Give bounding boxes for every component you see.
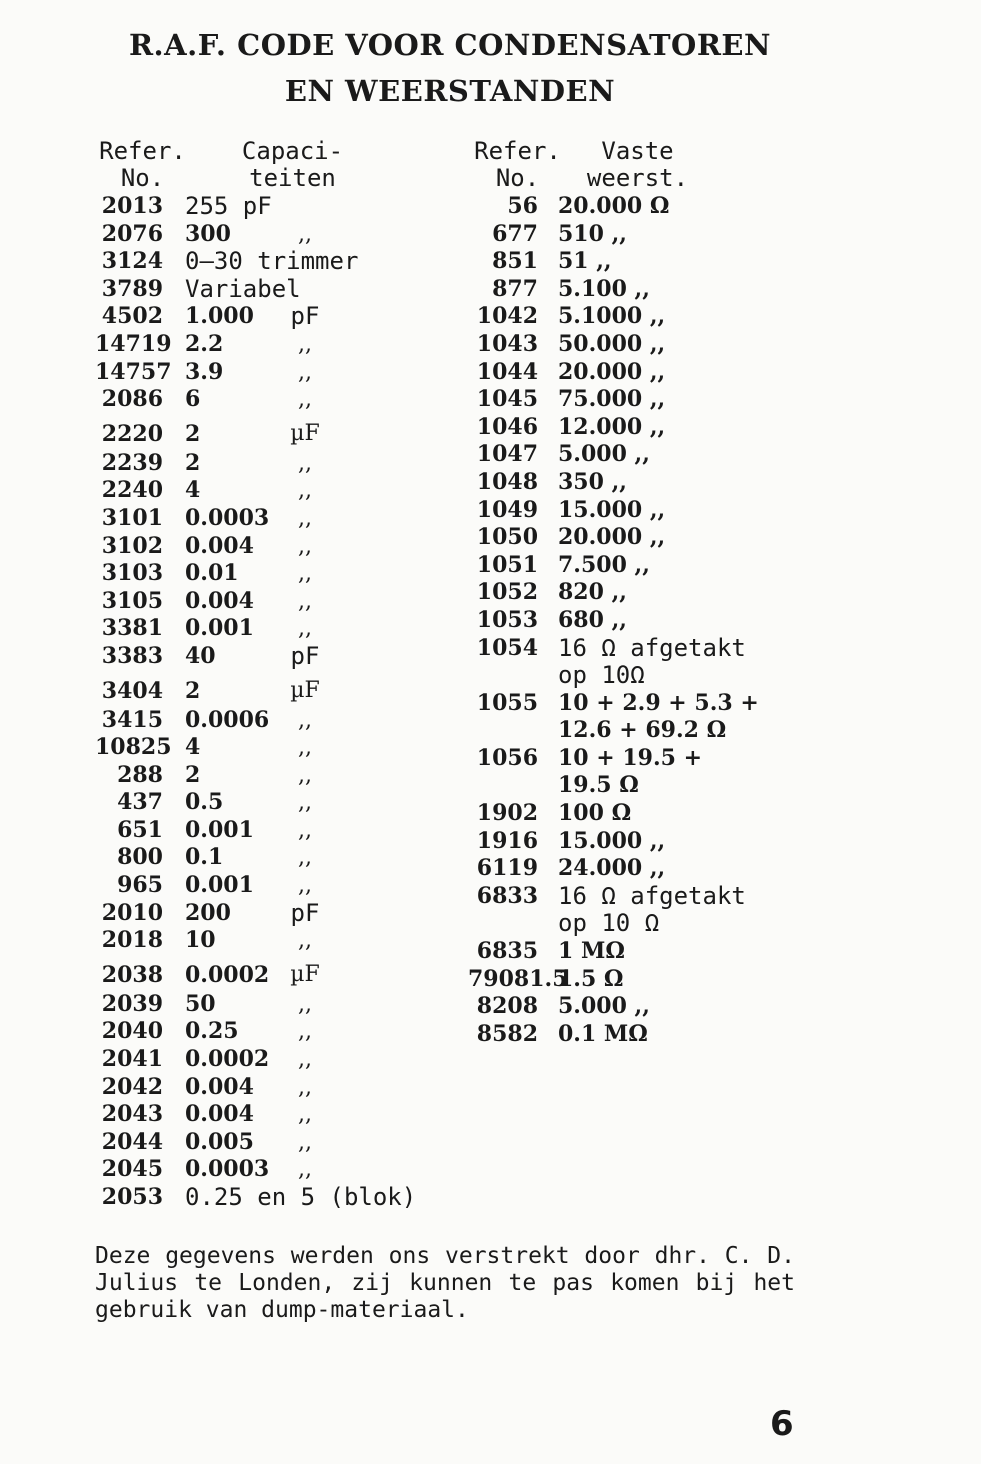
capacity-value: 300 — [185, 220, 231, 247]
table-row — [95, 588, 435, 616]
capacity-value: 0.004 — [185, 587, 254, 614]
ref-number: 1049 — [476, 496, 538, 523]
table-row — [468, 910, 808, 938]
table-row — [468, 441, 808, 469]
capacity-value: 200 — [185, 899, 231, 926]
ref-number: 8208 — [476, 993, 538, 1020]
capacity-unit: ,, — [298, 387, 312, 413]
ref-number: 2039 — [101, 990, 163, 1017]
table-row — [95, 671, 435, 707]
capacity-value: 0.25 — [185, 1018, 239, 1045]
table-row — [95, 1018, 435, 1046]
ref-number: 2042 — [101, 1073, 163, 1100]
left-header-capacity-line1: Capaci- — [241, 137, 344, 165]
table-row — [95, 331, 435, 359]
table-row — [468, 938, 808, 966]
left-table — [95, 193, 435, 1212]
ref-number: 1051 — [476, 551, 538, 578]
capacity-value: 4 — [185, 734, 201, 761]
right-header-resistance-line1: Vaste — [601, 137, 674, 165]
left-header-capacity-line2: teiten — [249, 164, 336, 192]
ref-number: 2239 — [101, 449, 163, 476]
table-row — [95, 927, 435, 955]
title-line-2: EN WEERSTANDEN — [284, 74, 616, 108]
capacity-value: 2 — [185, 677, 201, 704]
table-row — [468, 193, 808, 221]
right-header-ref-line2: No. — [495, 164, 540, 192]
table-row — [468, 635, 808, 663]
capacity-unit: ,, — [298, 845, 312, 871]
capacity-value: 2 — [185, 449, 201, 476]
ref-number: 6119 — [476, 855, 538, 882]
ref-number: 2240 — [101, 477, 163, 504]
resistance-value: 19.5 Ω — [558, 772, 639, 799]
ref-number: 800 — [117, 844, 163, 871]
resistance-value: 350 ,, — [558, 468, 627, 495]
ref-number: 56 — [507, 193, 538, 219]
table-row — [468, 800, 808, 828]
table-row — [95, 1074, 435, 1102]
table-row — [95, 505, 435, 533]
table-row — [95, 359, 435, 387]
table-row — [468, 745, 808, 773]
capacity-value: 0.004 — [185, 1101, 254, 1128]
resistance-value: 15.000 ,, — [558, 496, 666, 523]
ref-number: 3381 — [101, 615, 163, 642]
table-row — [468, 883, 808, 911]
right-header-ref-line1: Refer. — [474, 137, 561, 165]
capacity-unit: pF — [290, 302, 320, 331]
ref-number: 288 — [117, 761, 163, 788]
capacity-value: 0.5 — [185, 789, 224, 816]
ref-number: 10825 — [95, 734, 172, 761]
ref-number: 2038 — [101, 961, 163, 988]
ref-number: 1045 — [476, 386, 538, 413]
ref-number: 1044 — [476, 358, 538, 385]
ref-number: 1055 — [476, 689, 538, 716]
capacity-unit: ,, — [298, 1019, 312, 1045]
resistance-value: 5.100 ,, — [558, 275, 650, 302]
ref-number — [468, 910, 538, 938]
resistance-value: 10 + 19.5 + — [558, 744, 703, 771]
table-row — [95, 248, 435, 276]
ref-number: 1047 — [476, 441, 538, 468]
table-row — [468, 248, 808, 276]
ref-number: 6835 — [476, 938, 538, 965]
table-row — [468, 772, 808, 800]
capacity-unit: ,, — [298, 790, 312, 816]
capacity-value: 0.0003 — [185, 504, 270, 531]
table-row — [95, 900, 435, 928]
ref-number: 877 — [492, 275, 538, 302]
left-header-ref-line1: Refer. — [99, 137, 186, 165]
ref-number: 2045 — [101, 1156, 163, 1183]
ref-number: 1050 — [476, 524, 538, 551]
capacity-unit: ,, — [298, 1129, 312, 1155]
table-row — [468, 855, 808, 883]
resistance-value: 510 ,, — [558, 220, 627, 247]
ref-number: 1054 — [476, 634, 538, 661]
table-row — [95, 844, 435, 872]
resistance-value: 5.1000 ,, — [558, 303, 666, 330]
capacity-value: Variabel — [185, 274, 301, 303]
capacity-unit: ,, — [298, 588, 312, 614]
ref-number: 2053 — [101, 1184, 163, 1210]
left-header-ref-line2: No. — [120, 164, 165, 192]
capacity-value: 2.2 — [185, 330, 224, 357]
footer-note: Deze gegevens werden ons verstrekt door dhr. C. D. Julius te Londen, zij kunnen te pas komen bij het gebruik van dump-materiaal. — [95, 1243, 795, 1323]
capacity-value: 0.0002 — [185, 1046, 270, 1073]
ref-number: 14757 — [95, 358, 172, 385]
capacity-value: 40 — [185, 642, 216, 669]
table-row — [468, 966, 808, 994]
table-row — [95, 734, 435, 762]
resistance-value: 51 ,, — [558, 248, 612, 275]
capacity-value: 0.0003 — [185, 1156, 270, 1183]
table-row — [468, 331, 808, 359]
capacity-unit: ,, — [298, 1074, 312, 1100]
capacity-value: 0.01 — [185, 560, 239, 587]
capacity-unit: ,, — [298, 991, 312, 1017]
ref-number: 1046 — [476, 413, 538, 440]
table-row — [468, 552, 808, 580]
capacity-value: 10 — [185, 927, 216, 954]
capacity-unit: ,, — [298, 478, 312, 504]
table-row — [95, 991, 435, 1019]
capacity-value: 0.25 en 5 (blok) — [185, 1183, 417, 1211]
left-header-capacity — [235, 138, 350, 192]
capacity-value: 0.0002 — [185, 961, 270, 988]
ref-number: 1056 — [476, 744, 538, 771]
right-table — [468, 193, 808, 1048]
ref-number: 2018 — [101, 927, 163, 954]
capacity-unit: ,, — [298, 1157, 312, 1183]
capacity-unit: µF — [290, 420, 320, 446]
ref-number: 2010 — [101, 899, 163, 926]
capacity-unit: ,, — [298, 561, 312, 587]
table-row — [468, 414, 808, 442]
capacity-unit: ,, — [298, 505, 312, 531]
capacity-value: 1.000 — [185, 303, 254, 330]
ref-number: 3404 — [101, 677, 163, 704]
table-row — [468, 359, 808, 387]
resistance-value: 680 ,, — [558, 606, 627, 633]
ref-number — [468, 662, 538, 690]
table-row — [95, 817, 435, 845]
table-row — [95, 643, 435, 671]
resistance-value: 20.000 ,, — [558, 358, 666, 385]
resistance-value: 12.6 + 69.2 Ω — [558, 717, 727, 744]
table-row — [95, 414, 435, 450]
ref-number: 2043 — [101, 1101, 163, 1128]
ref-number: 6833 — [476, 882, 538, 909]
resistance-value: 50.000 ,, — [558, 330, 666, 357]
capacity-value: 0—30 trimmer — [185, 247, 359, 276]
ref-number: 14719 — [95, 330, 172, 357]
table-row — [468, 303, 808, 331]
table-row — [95, 477, 435, 505]
ref-number: 2220 — [101, 420, 163, 447]
ref-number: 2040 — [101, 1018, 163, 1045]
ref-number: 3383 — [101, 642, 163, 669]
ref-number: 4502 — [101, 303, 163, 330]
right-header-resistance-line2: weerst. — [586, 164, 689, 192]
capacity-unit: ,, — [298, 762, 312, 788]
table-row — [95, 1129, 435, 1157]
table-row — [95, 762, 435, 790]
resistance-value: 20.000 ,, — [558, 524, 666, 551]
ref-number: 437 — [117, 789, 163, 816]
right-header-resistance — [580, 138, 695, 192]
table-row — [95, 707, 435, 735]
capacity-value: 0.004 — [185, 1073, 254, 1100]
ref-number: 8582 — [476, 1020, 538, 1047]
capacity-value: 2 — [185, 761, 201, 788]
ref-number: 3105 — [101, 587, 163, 614]
ref-number: 851 — [492, 248, 538, 275]
ref-number: 2041 — [101, 1046, 163, 1073]
capacity-unit: pF — [290, 641, 320, 670]
table-row — [468, 469, 808, 497]
capacity-unit: ,, — [298, 616, 312, 642]
table-row — [95, 955, 435, 991]
resistance-value: 10 + 2.9 + 5.3 + — [558, 689, 759, 716]
table-row — [95, 1101, 435, 1129]
ref-number: 3101 — [101, 504, 163, 531]
table-row — [95, 872, 435, 900]
table-row — [95, 276, 435, 304]
table-row — [95, 193, 435, 221]
capacity-unit: ,, — [298, 873, 312, 899]
capacity-value: 4 — [185, 477, 201, 504]
table-row — [468, 993, 808, 1021]
resistance-value: op 10 Ω — [558, 909, 660, 938]
ref-number: 3102 — [101, 532, 163, 559]
resistance-value: 1 MΩ — [558, 938, 625, 965]
table-row — [95, 386, 435, 414]
table-row — [95, 221, 435, 249]
ref-number: 79081.5 — [468, 965, 568, 992]
ref-number: 965 — [117, 872, 163, 899]
capacity-unit: ,, — [298, 450, 312, 476]
table-row — [468, 579, 808, 607]
resistance-value: 100 Ω — [558, 800, 632, 827]
resistance-value: 16 Ω afgetakt — [558, 633, 746, 662]
resistance-value: 5.000 ,, — [558, 993, 650, 1020]
ref-number: 2076 — [101, 220, 163, 247]
table-row — [468, 276, 808, 304]
capacity-value: 0.004 — [185, 532, 254, 559]
capacity-value: 0.0006 — [185, 706, 270, 733]
capacity-value: 0.1 — [185, 844, 224, 871]
capacity-value: 255 pF — [185, 192, 272, 220]
capacity-unit: ,, — [298, 928, 312, 954]
capacity-value: 0.001 — [185, 615, 254, 642]
table-row — [95, 615, 435, 643]
ref-number: 3415 — [101, 706, 163, 733]
ref-number: 1902 — [476, 800, 538, 827]
table-row — [95, 1046, 435, 1074]
ref-number: 677 — [492, 220, 538, 247]
capacity-value: 0.001 — [185, 816, 254, 843]
resistance-value: 7.500 ,, — [558, 551, 650, 578]
capacity-unit: ,, — [298, 533, 312, 559]
capacity-unit: µF — [290, 961, 320, 987]
capacity-unit: ,, — [298, 707, 312, 733]
capacity-unit: ,, — [298, 735, 312, 761]
capacity-unit: ,, — [298, 221, 312, 247]
table-row — [95, 789, 435, 817]
ref-number — [468, 717, 538, 745]
ref-number: 2013 — [101, 193, 163, 219]
ref-number: 3103 — [101, 560, 163, 587]
resistance-value: 20.000 Ω — [558, 193, 670, 219]
resistance-value: 24.000 ,, — [558, 855, 666, 882]
resistance-value: op 10Ω — [558, 661, 645, 690]
table-row — [468, 662, 808, 690]
resistance-value: 820 ,, — [558, 579, 627, 606]
table-row — [95, 450, 435, 478]
ref-number: 3789 — [101, 275, 163, 302]
table-row — [468, 1021, 808, 1049]
table-row — [468, 386, 808, 414]
ref-number: 1048 — [476, 468, 538, 495]
table-row — [468, 690, 808, 718]
left-header-ref — [95, 138, 190, 192]
ref-number: 1052 — [476, 579, 538, 606]
resistance-value: 12.000 ,, — [558, 413, 666, 440]
ref-number: 1916 — [476, 827, 538, 854]
capacity-value: 3.9 — [185, 358, 224, 385]
capacity-unit: ,, — [298, 331, 312, 357]
capacity-value: 6 — [185, 386, 201, 413]
capacity-unit: ,, — [298, 1047, 312, 1073]
table-row — [468, 607, 808, 635]
table-row — [468, 717, 808, 745]
capacity-unit: ,, — [298, 359, 312, 385]
capacity-unit: µF — [290, 677, 320, 703]
capacity-value: 50 — [185, 990, 216, 1017]
resistance-value: 75.000 ,, — [558, 386, 666, 413]
ref-number: 1053 — [476, 606, 538, 633]
capacity-value: 2 — [185, 420, 201, 447]
table-row — [468, 497, 808, 525]
ref-number: 1042 — [476, 303, 538, 330]
table-row — [95, 303, 435, 331]
capacity-unit: ,, — [298, 817, 312, 843]
table-row — [95, 533, 435, 561]
ref-number: 1043 — [476, 330, 538, 357]
table-row — [95, 1156, 435, 1184]
resistance-value: 5.000 ,, — [558, 441, 650, 468]
title-line-1: R.A.F. CODE VOOR CONDENSATOREN — [128, 28, 772, 62]
table-row — [95, 1184, 435, 1212]
right-header-ref — [470, 138, 565, 192]
table-row — [468, 828, 808, 856]
ref-number: 2086 — [101, 386, 163, 413]
ref-number: 3124 — [101, 248, 163, 275]
table-row — [468, 221, 808, 249]
table-row — [95, 560, 435, 588]
resistance-value: 0.1 MΩ — [558, 1020, 648, 1047]
resistance-value: 15.000 ,, — [558, 827, 666, 854]
ref-number: 651 — [117, 816, 163, 843]
resistance-value: 16 Ω afgetakt — [558, 881, 746, 910]
ref-number: 2044 — [101, 1128, 163, 1155]
capacity-value: 0.001 — [185, 872, 254, 899]
capacity-unit: ,, — [298, 1102, 312, 1128]
capacity-value: 0.005 — [185, 1128, 254, 1155]
ref-number — [468, 772, 538, 800]
table-row — [468, 524, 808, 552]
page-number: 6 — [770, 1404, 794, 1444]
resistance-value: 1.5 Ω — [558, 965, 624, 992]
capacity-unit: pF — [290, 898, 320, 927]
